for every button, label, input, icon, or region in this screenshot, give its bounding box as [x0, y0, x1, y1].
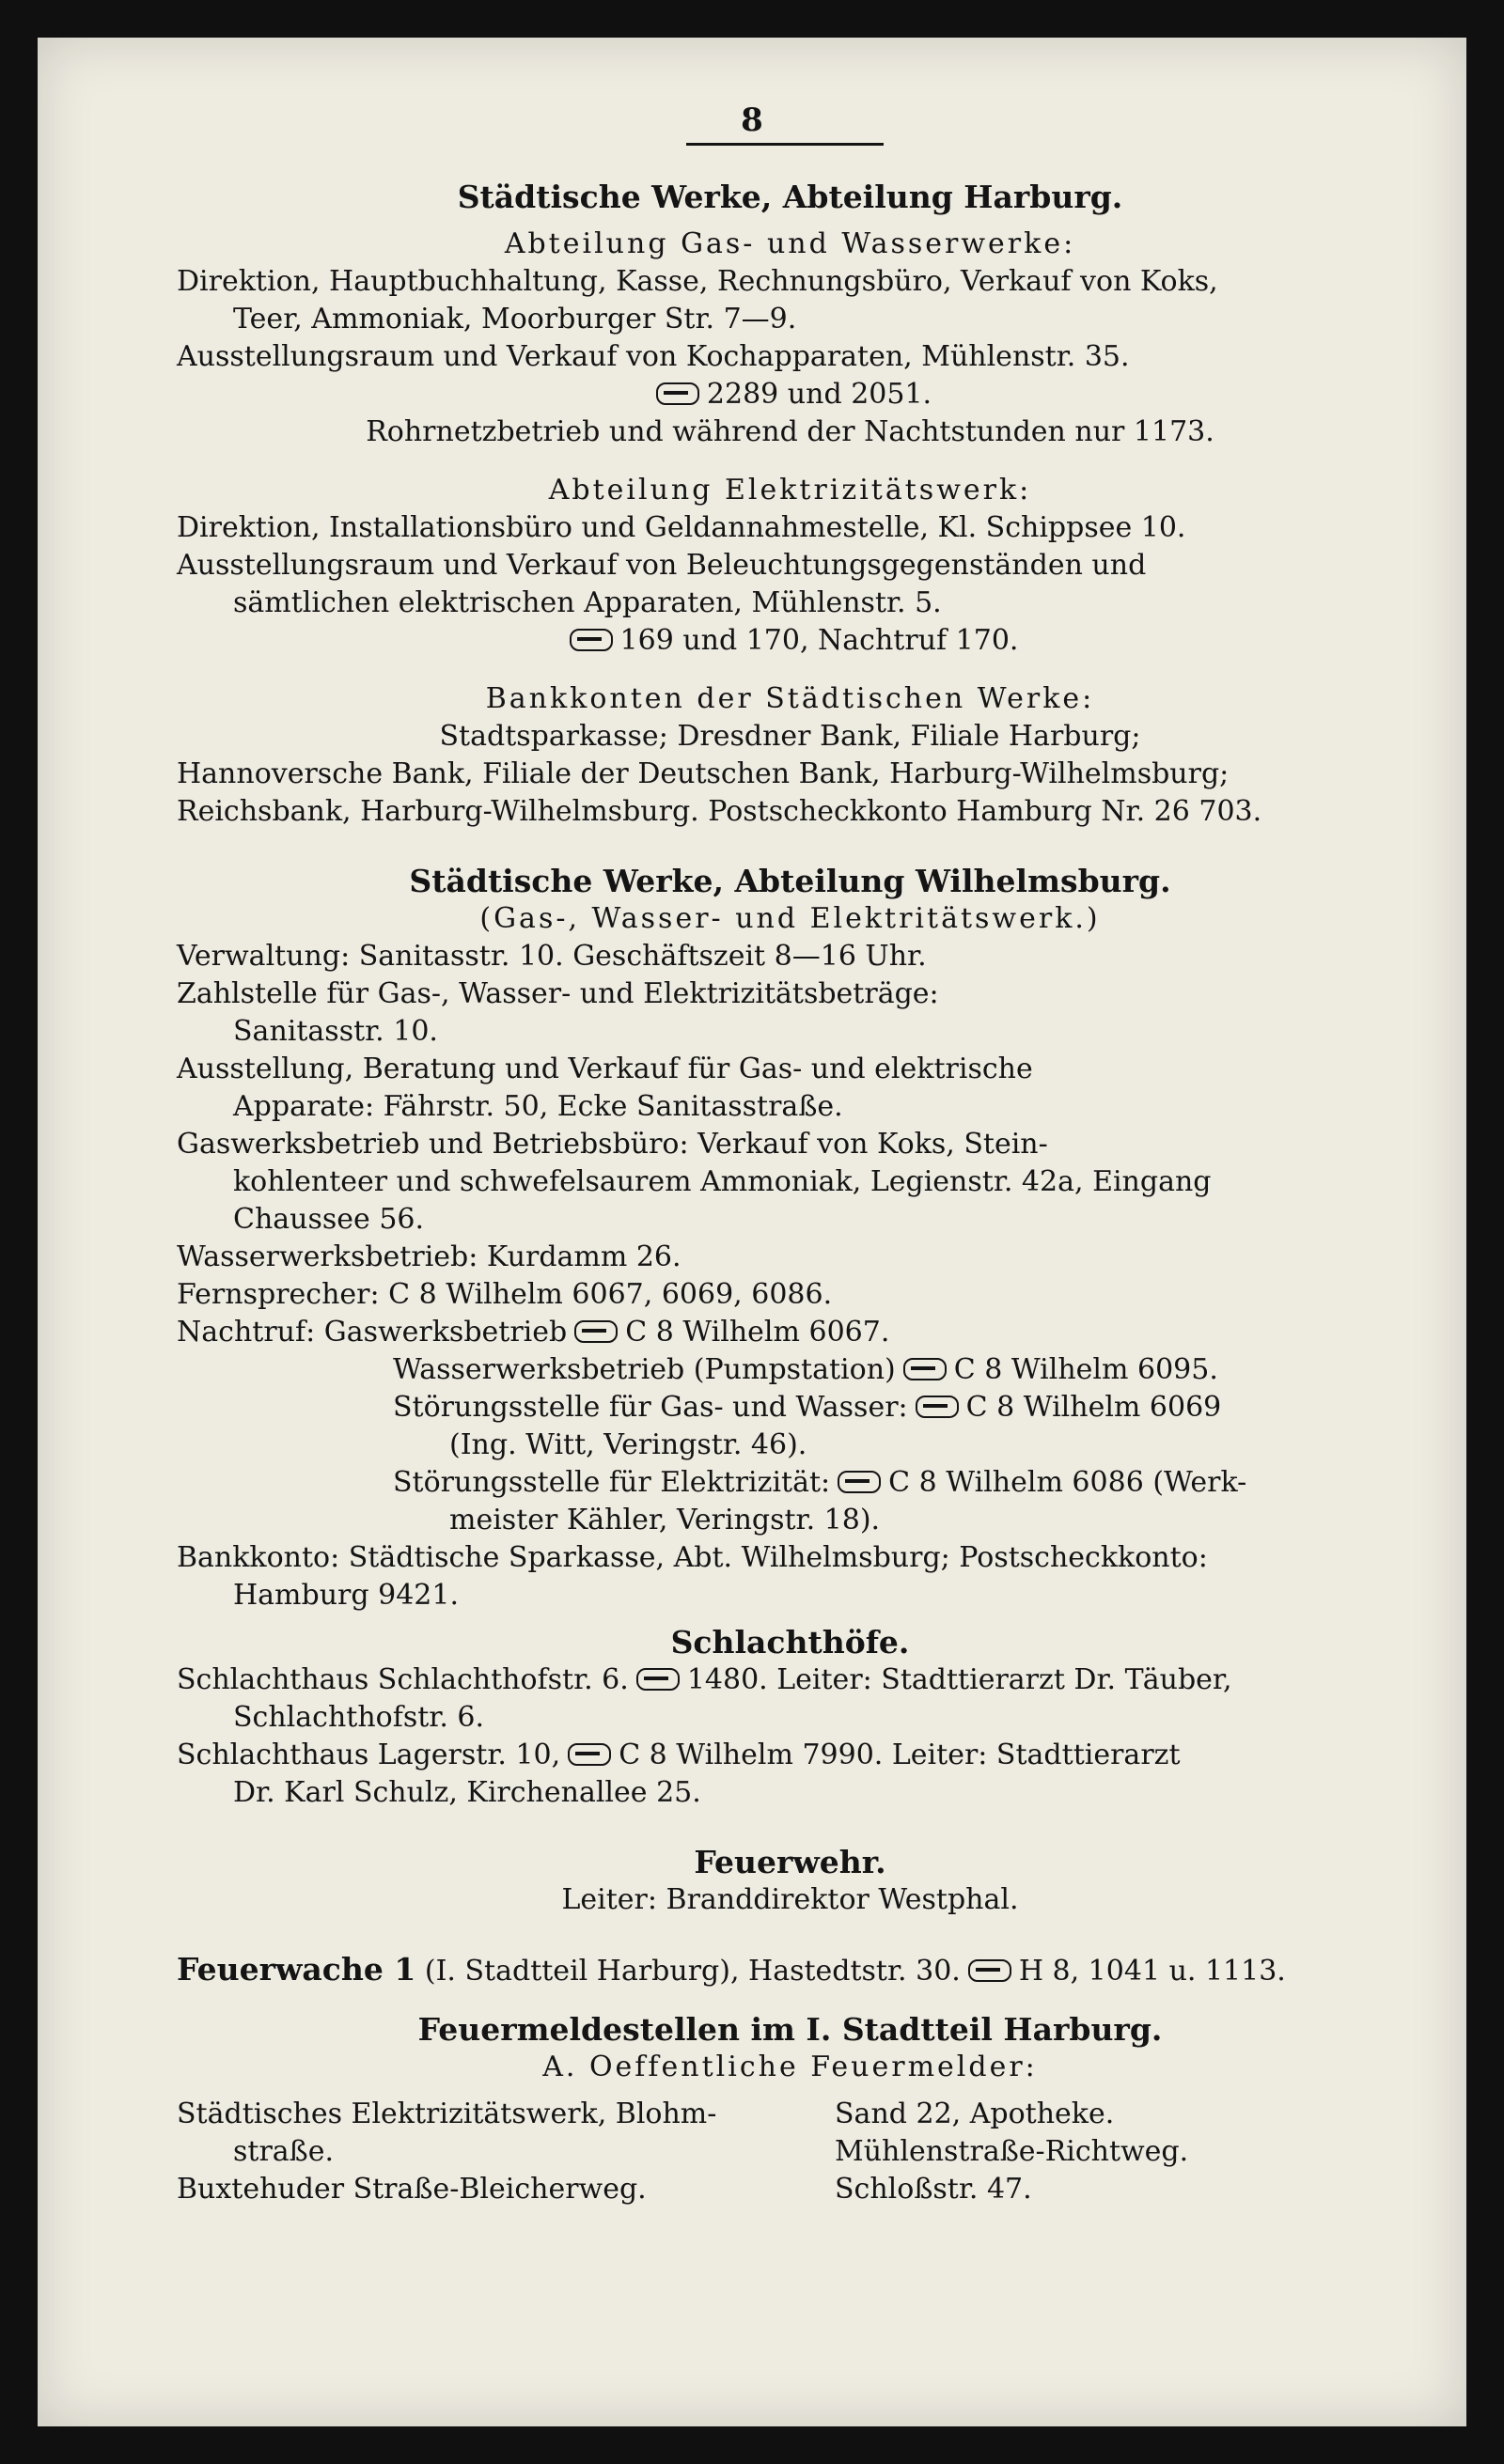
page-number: 8: [741, 101, 763, 139]
telephone-icon: [838, 1471, 881, 1493]
electric-line-2: Ausstellungsraum und Verkauf von Beleuchtungsgegenständen und: [177, 549, 1147, 582]
gas-line-5: Rohrnetzbetrieb und während der Nachtstunden nur 1173.: [366, 415, 1214, 448]
wb-line-9: Wasserwerksbetrieb: Kurdamm 26.: [177, 1240, 682, 1273]
feuermelder-right-column: [835, 2096, 1403, 2208]
wb-line-3: Sanitasstr. 10.: [233, 1015, 438, 1048]
feuerwache-number: H 8, 1041 u. 1113.: [1018, 1955, 1286, 1988]
page-number-rule: [686, 143, 884, 146]
electric-phone-numbers: 169 und 170, Nachtruf 170.: [619, 624, 1019, 657]
schlacht-line-3: [177, 1737, 1403, 1774]
feuermelder-columns: [177, 2096, 1403, 2208]
schlacht-1-address: Schlachthaus Schlachthofstr. 6.: [177, 1663, 629, 1696]
wb-line-5: Apparate: Fährstr. 50, Ecke Sanitasstraße.: [233, 1090, 843, 1123]
electric-phone-line: [177, 622, 1403, 660]
nachtruf-line-5: [177, 1464, 1403, 1502]
feuerwehr-leiter: Leiter: Branddirektor Westphal.: [561, 1883, 1019, 1916]
page-content: [177, 179, 1403, 2208]
telephone-icon: [568, 1743, 611, 1766]
stoerung-electric-number: C 8 Wilhelm 6086 (Werk-: [888, 1466, 1247, 1499]
gas-line-3: Ausstellungsraum und Verkauf von Kochapparaten, Mühlenstr. 35.: [177, 340, 1130, 373]
schlacht-line-2: Schlachthofstr. 6.: [233, 1701, 485, 1734]
wb-bank-line-1: Bankkonto: Städtische Sparkasse, Abt. Wilhelmsburg; Postscheckkonto:: [177, 1541, 1208, 1574]
nachtruf-line-4: (Ing. Witt, Veringstr. 46).: [449, 1428, 807, 1461]
bank-line-3: Reichsbank, Harburg-Wilhelmsburg. Postscheckkonto Hamburg Nr. 26 703.: [177, 795, 1262, 828]
electric-line-3: sämtlichen elektrischen Apparaten, Mühlenstr. 5.: [233, 586, 942, 619]
wb-line-10: Fernsprecher: C 8 Wilhelm 6067, 6069, 6086.: [177, 1278, 833, 1311]
schlacht-line-1: [177, 1661, 1403, 1699]
feuermelder-right-item: Schloßstr. 47.: [835, 2173, 1032, 2206]
section-title-wilhelmsburg: Städtische Werke, Abteilung Wilhelmsburg.: [409, 863, 1171, 899]
document-page: [38, 38, 1466, 2426]
feuerwache-address: (I. Stadtteil Harburg), Hastedtstr. 30.: [424, 1955, 961, 1988]
stoerung-electric-label: Störungsstelle für Elektrizität:: [393, 1466, 831, 1499]
gas-heading: Abteilung Gas- und Wasserwerke:: [504, 227, 1076, 260]
bank-heading: Bankkonten der Städtischen Werke:: [485, 682, 1095, 715]
schlacht-2-detail: C 8 Wilhelm 7990. Leiter: Stadttierarzt: [619, 1739, 1181, 1771]
feuerwache-label: Feuerwache 1: [177, 1951, 416, 1988]
telephone-icon: [656, 382, 699, 405]
nachtruf-line-6: meister Kähler, Veringstr. 18).: [449, 1504, 881, 1536]
stoerung-gas-number: C 8 Wilhelm 6069: [965, 1391, 1222, 1424]
nachtruf-gas-label: Nachtruf: Gaswerksbetrieb: [177, 1316, 568, 1349]
electric-heading: Abteilung Elektrizitätswerk:: [548, 474, 1032, 507]
electric-line-1: Direktion, Installationsbüro und Geldannahmestelle, Kl. Schippsee 10.: [177, 511, 1186, 544]
feuermelder-left-column: [177, 2096, 835, 2208]
telephone-icon: [903, 1358, 947, 1380]
section-title-feuerwehr: Feuerwehr.: [694, 1844, 886, 1880]
section-title-harburg: Städtische Werke, Abteilung Harburg.: [457, 179, 1123, 215]
gas-line-2: Teer, Ammoniak, Moorburger Str. 7—9.: [233, 303, 797, 335]
bank-line-1: Stadtsparkasse; Dresdner Bank, Filiale Harburg;: [439, 720, 1141, 753]
schlacht-2-address: Schlachthaus Lagerstr. 10,: [177, 1739, 561, 1771]
feuermelder-left-item: Städtisches Elektrizitätswerk, Blohm-: [177, 2098, 717, 2130]
schlacht-1-detail: 1480. Leiter: Stadttierarzt Dr. Täuber,: [686, 1663, 1232, 1696]
telephone-icon: [570, 629, 613, 651]
bank-line-2: Hannoversche Bank, Filiale der Deutschen Bank, Harburg-Wilhelmsburg;: [177, 757, 1230, 790]
feuermelde-subtitle: A. Oeffentliche Feuermelder:: [542, 2051, 1038, 2083]
wb-line-8: Chaussee 56.: [233, 1203, 425, 1236]
gas-phone-numbers: 2289 und 2051.: [706, 378, 932, 411]
telephone-icon: [636, 1668, 680, 1691]
wb-line-1: Verwaltung: Sanitasstr. 10. Geschäftszeit 8—16 Uhr.: [177, 940, 927, 973]
telephone-icon: [968, 1959, 1011, 1982]
nachtruf-gas-number: C 8 Wilhelm 6067.: [625, 1316, 890, 1349]
feuerwache-line: [177, 1951, 1403, 1990]
nachtruf-line-2: [177, 1351, 1403, 1389]
feuermelder-right-item: Mühlenstraße-Richtweg.: [835, 2135, 1189, 2168]
wb-line-2: Zahlstelle für Gas-, Wasser- und Elektrizitätsbeträge:: [177, 977, 939, 1010]
nachtruf-water-label: Wasserwerksbetrieb (Pumpstation): [393, 1353, 896, 1386]
nachtruf-line-3: [177, 1389, 1403, 1427]
nachtruf-water-number: C 8 Wilhelm 6095.: [953, 1353, 1218, 1386]
wb-line-6: Gaswerksbetrieb und Betriebsbüro: Verkauf von Koks, Stein-: [177, 1128, 1048, 1161]
wb-bank-line-2: Hamburg 9421.: [233, 1579, 459, 1612]
wilhelmsburg-subtitle: (Gas-, Wasser- und Elektritätswerk.): [479, 902, 1101, 935]
gas-line-1: Direktion, Hauptbuchhaltung, Kasse, Rechnungsbüro, Verkauf von Koks,: [177, 265, 1218, 298]
wb-line-7: kohlenteer und schwefelsaurem Ammoniak, Legienstr. 42a, Eingang: [233, 1165, 1212, 1198]
telephone-icon: [916, 1396, 959, 1418]
telephone-icon: [574, 1320, 618, 1343]
feuermelder-left-item: straße.: [233, 2135, 335, 2168]
section-title-schlachthoefe: Schlachthöfe.: [670, 1624, 910, 1661]
gas-phone-line: [177, 376, 1403, 413]
feuermelde-title: Feuermeldestellen im I. Stadtteil Harburg.: [417, 2011, 1163, 2048]
feuermelder-right-item: Sand 22, Apotheke.: [835, 2098, 1115, 2130]
schlacht-line-4: Dr. Karl Schulz, Kirchenallee 25.: [233, 1776, 701, 1809]
nachtruf-line-1: [177, 1314, 1403, 1351]
wb-line-4: Ausstellung, Beratung und Verkauf für Gas- und elektrische: [177, 1053, 1033, 1085]
stoerung-gas-label: Störungsstelle für Gas- und Wasser:: [393, 1391, 908, 1424]
feuermelder-left-item: Buxtehuder Straße-Bleicherweg.: [177, 2173, 647, 2206]
